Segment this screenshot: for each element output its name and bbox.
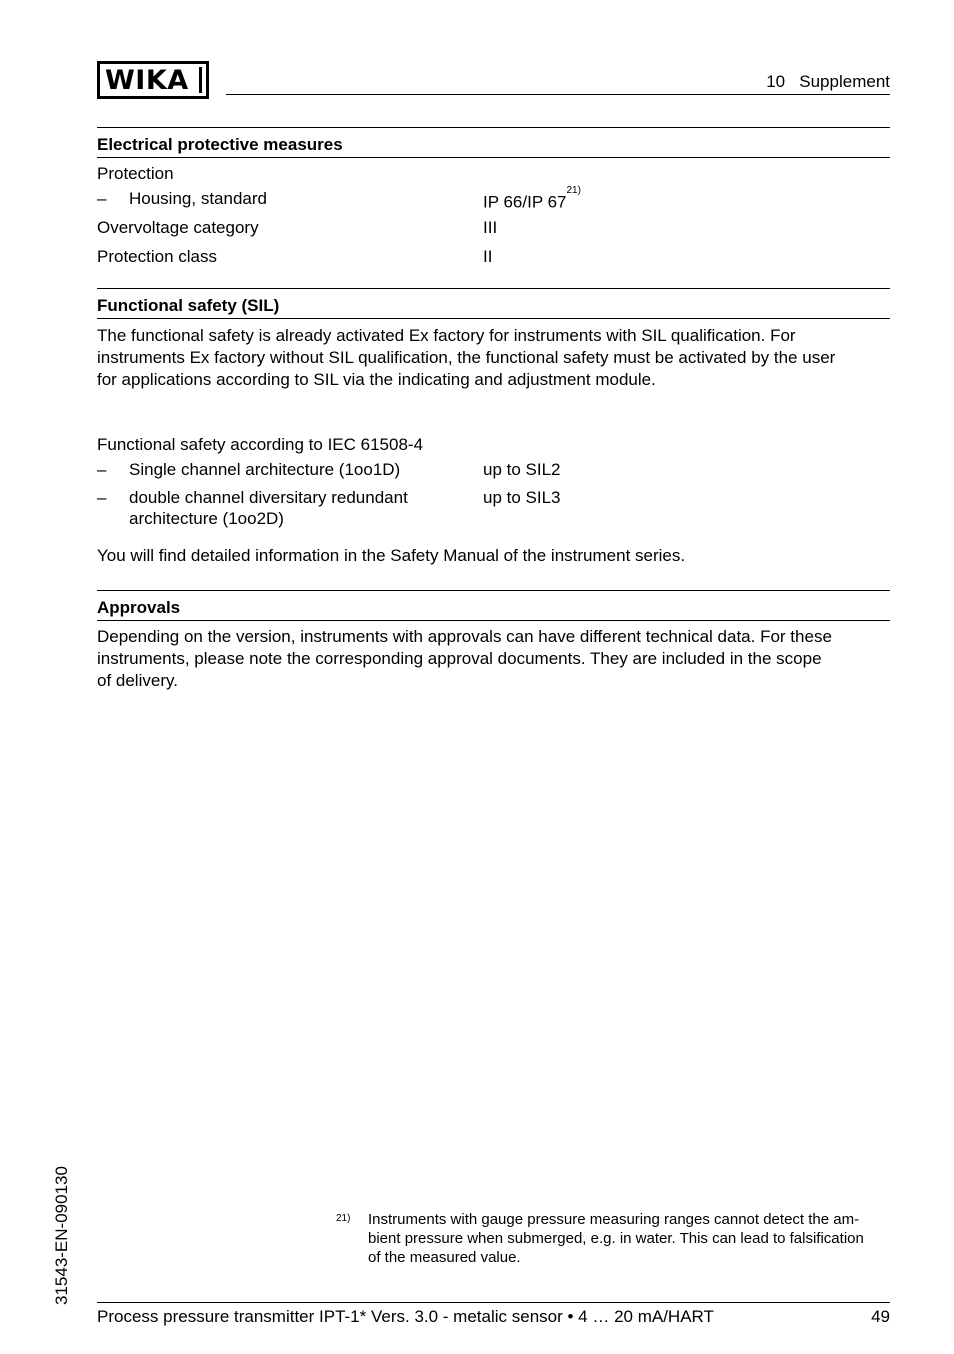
section-rule-top [97,127,890,128]
footnote-line: bient pressure when submerged, e.g. in water. This can lead to falsification [368,1230,864,1247]
housing-value [483,185,581,214]
dash-bullet: – [97,488,107,507]
iec-label: Functional safety according to IEC 61508-4 [97,435,424,454]
manual-note: You will find detailed information in the Safety Manual of the instrument series. [97,546,686,565]
sil-paragraph [97,325,897,391]
paragraph-line: Depending on the version, instruments with approvals can have different technical data. For these [97,627,832,646]
footnote-text [368,1210,898,1267]
footer-rule [97,1302,890,1303]
sil-title: Functional safety (SIL) [97,296,280,315]
approvals-paragraph [97,626,897,692]
paragraph-line: of delivery. [97,671,178,690]
double-channel-label [129,487,408,530]
wika-logo [97,61,209,99]
paragraph-line: for applications according to SIL via the indicating and adjustment module. [97,370,656,389]
logo-text: WIKA [105,65,189,96]
paragraph-line: instruments Ex factory without SIL qualification, the functional safety must be activated by the user [97,348,836,367]
housing-label: Housing, standard [129,189,267,208]
section-rule-bottom [97,620,890,621]
document-id: 31543-EN-090130 [52,1166,71,1305]
double-channel-line: double channel diversitary redundant [129,488,408,507]
approvals-title: Approvals [97,598,181,617]
protection-class-value: II [483,247,493,266]
overvoltage-value: III [483,218,498,237]
single-channel-label: Single channel architecture (1oo1D) [129,460,401,479]
logo-bar [199,67,202,93]
section-rule-bottom [97,318,890,319]
dash-bullet: – [97,189,107,208]
overvoltage-label: Overvoltage category [97,218,259,237]
electrical-title: Electrical protective measures [97,135,343,154]
footnote-line: of the measured value. [368,1249,521,1266]
section-rule-top [97,288,890,289]
page-number: 49 [871,1307,890,1326]
single-channel-value: up to SIL2 [483,460,561,479]
header-rule [226,94,890,95]
double-channel-value: up to SIL3 [483,488,561,507]
protection-label: Protection [97,164,174,183]
housing-value-text: IP 66/IP 67 [483,192,567,212]
protection-class-label: Protection class [97,247,217,266]
dash-bullet: – [97,460,107,479]
paragraph-line: The functional safety is already activated Ex factory for instruments with SIL qualification. For [97,326,796,345]
footnote-line: Instruments with gauge pressure measuring ranges cannot detect the am- [368,1211,860,1228]
section-rule-bottom [97,157,890,158]
double-channel-line: architecture (1oo2D) [129,509,284,528]
paragraph-line: instruments, please note the corresponding approval documents. They are included in the scope [97,649,822,668]
footnote-ref: 21) [566,185,581,196]
section-rule-top [97,590,890,591]
header-section: 10 Supplement [766,72,890,91]
footnote-number: 21) [336,1213,351,1224]
footer-title: Process pressure transmitter IPT-1* Vers. 3.0 - metalic sensor • 4 … 20 mA/HART [97,1307,714,1326]
